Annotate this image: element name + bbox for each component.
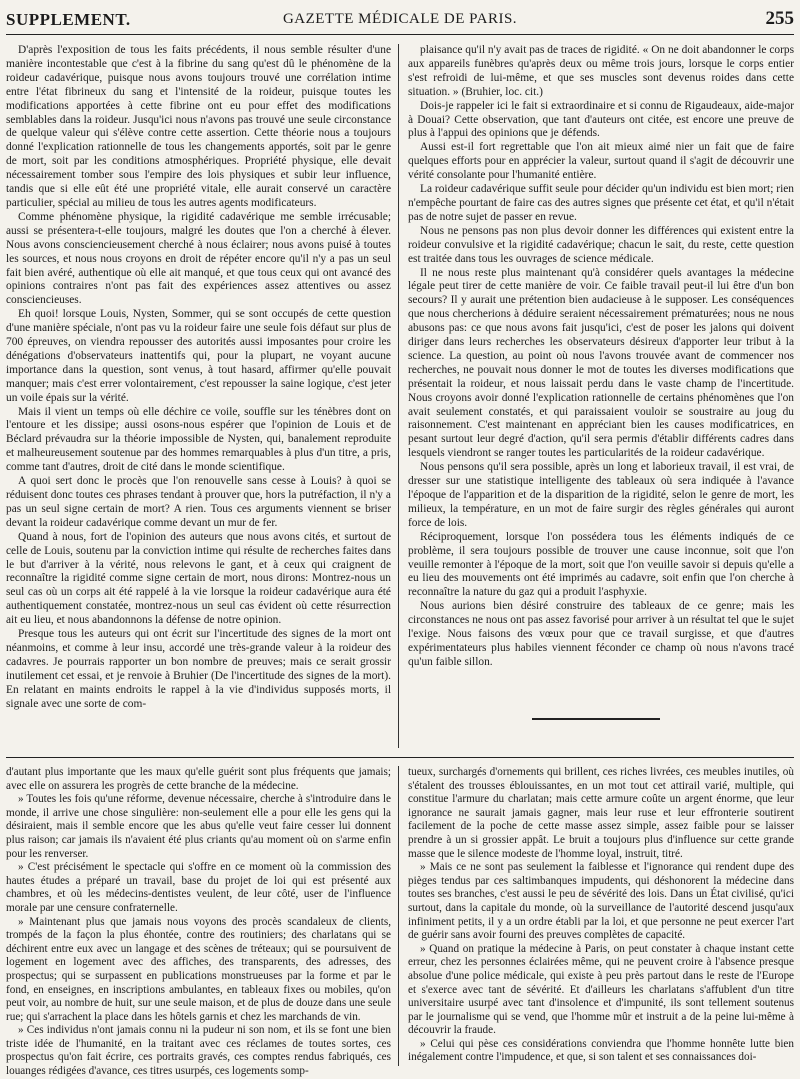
article-end-rule (532, 718, 660, 720)
bottom-left-column (6, 766, 391, 1078)
top-right-column (408, 44, 794, 668)
paragraph: » Maintenant plus que jamais nous voyons des procès scandaleux de clients, trompés de la façon la plus éhontée, contre des routiniers; des charlatans qui se déchirent entre eux avec un langage et des scènes de tréteaux; qui se poursuivent de logement en logement avec des affiches, des transparents, des adresses, des prospectus; qui se surpassent en publications monstrueuses par la forme et par le fond, en enseignes, en inscriptions ambulantes, en tableaux fixes ou mobiles, qu'on peut voir, au nombre de huit, sur une seule maison, et de plus de douze dans une seule rue; qui s'arrachent la place dans les hôtels garnis et chez les marchands de vin. (6, 915, 391, 1023)
paragraph: Comme phénomène physique, la rigidité cadavérique me semble irrécusable; aussi se présentera-t-elle toujours, malgré les doutes que l'on a cherché à élever. Nous avons consciencieusement cherché à nous éclairer; nous avons puisé à toutes les sources, et nous nous croyons en droit de répéter encore qu'il n'y a pas un seul fait bien avéré, authentique où elle ait manqué, et que tous ceux qui ont avancé des opinions contraires n'ont pas fait des expériences assez attentives ou assez consciencieuses. (6, 210, 391, 307)
journal-title: GAZETTE MÉDICALE DE PARIS. (282, 11, 518, 27)
paragraph: d'autant plus importante que les maux qu'elle guérit sont plus fréquents que jamais; avec elle on assurera les progrès de cette branche de la médecine. (6, 766, 391, 792)
paragraph: La roideur cadavérique suffit seule pour décider qu'un individu est bien mort; rien n'empêche pourtant de faire cas des autres signes que présente cet état, et qu'il n'était pas de notre sujet de passer en revue. (408, 183, 794, 223)
page-header (6, 8, 794, 35)
page-number: 255 (765, 8, 794, 29)
supplement-label: SUPPLEMENT. (6, 10, 131, 29)
paragraph: Nous pensons qu'il sera possible, après un long et laborieux travail, il est vrai, de dresser sur une statistique intelligente des tableaux où sera indiquée à l'avance l'époque de l'apparition et de la disparition de la rigidité, selon le genre de mort, les milieux, la température, en un mot de faire surgir des règles générales qui auront force de lois. (408, 461, 794, 529)
paragraph: Dois-je rappeler ici le fait si extraordinaire et si connu de Rigaudeaux, aide-major à Douai? Cette observation, que tant d'auteurs ont citée, est encore une preuve de plus à l'appui des opinions que je défends. (408, 99, 794, 140)
column-divider-bottom (398, 766, 399, 1066)
paragraph: tueux, surchargés d'ornements qui brillent, ces riches livrées, ces meubles inutiles, où s'étalent des trousses éblouissantes, en un mot tout cet attirail varié, multiple, qui constitue l'armure du charlatan; mais cette armure coûte un argent énorme, que leur ignorance ne saurait jamais gagner, mais leur ruse et leur effronterie soutirent facilement de la poche de cette masse assez simple, assez faible pour se laisser prendre à un si grossier appât. Le bruit a toujours plus d'influence sur cette grande masse que le silence modeste de l'homme loyal, instruit, titré. (408, 766, 794, 860)
paragraph: » Ces individus n'ont jamais connu ni la pudeur ni son nom, et ils se font une bien triste idée de l'humanité, en la traitant avec ces réclames de toutes sortes, ces prospectus qu'on fait écrire, ces portraits gravés, ces comptes rendus fabriqués, ces louanges rédigées d'avance, ces titres usurpés, ces logements somp- (6, 1024, 391, 1078)
top-left-column (6, 44, 391, 748)
paragraph: plaisance qu'il n'y avait pas de traces de rigidité. « On ne doit abandonner le corps aux appareils funèbres qu'après deux ou même trois jours, lorsque le corps entier s'est refroidi de lui-même, et que ses muscles sont devenus roides dans cette situation. » (Bruhier, loc. cit.) (408, 44, 794, 98)
bottom-right-column (408, 766, 794, 1066)
paragraph: » Quand on pratique la médecine à Paris, on peut constater à chaque instant cette erreur, chez les personnes éclairées même, qui ne peuvent croire à l'absence presque absolue d'une police médicale, qui existe à peu près partout dans le reste de l'Europe et s'exerce avec tant de sévérité. Et d'ailleurs les charlatans s'affublent d'un titre universitaire usurpé avec tant d'insolence et d'impunité, ils sont tellement soutenus par le journalisme qui se vend, que l'homme mûr et instruit a de la peine lui-même à découvrir la fraude. (408, 942, 794, 1037)
paragraph: » Toutes les fois qu'une réforme, devenue nécessaire, cherche à s'introduire dans le monde, il arrive une chose singulière: non-seulement elle a pour elle les gens qui la désiraient, mais il semble encore que les abus qu'elle veut faire cesser lui donnent plus raison; car jamais ils n'avaient été plus criants qu'au moment où on s'arme enfin pour les renverser. (6, 793, 391, 860)
paragraph: Nous ne pensons pas non plus devoir donner les différences qui existent entre la roideur convulsive et la rigidité cadavérique; chacun le sait, du reste, cette question est traitée dans tous les ouvrages de science médicale. (408, 224, 794, 265)
paragraph: Mais il vient un temps où elle déchire ce voile, souffle sur les ténèbres dont on l'entoure et les dissipe; aussi osons-nous espérer que l'opinion de Louis et de Béclard prévaudra sur la théorie impossible de Nysten, qui, banalement reproduite et malheureusement soutenue par des hommes remarquables à plus d'un titre, a pris, comme tant d'autres, droit de cité dans le monde scientifique. (6, 405, 391, 474)
paragraph: Nous aurions bien désiré construire des tableaux de ce genre; mais les circonstances ne nous ont pas assez favorisé pour arriver à un résultat tel que le sujet l'exige. Nous faisons des vœux pour que ce travail surgisse, et que d'autres expérimentateurs plus habiles viennent féconder ce champ où nous n'avons tracé qu'un faible sillon. (408, 600, 794, 668)
paragraph: » Mais ce ne sont pas seulement la faiblesse et l'ignorance qui rendent dupe des pièges tendus par ces saltimbanques impudents, qui déshonorent la médecine dans toutes ses branches, c'est aussi le peu de sévérité des lois. Dans un État civilisé, qu'ici surtout, dans la capitale du monde, où la surveillance de l'autorité descend jusqu'aux infiniment petits, il y a un ordre établi par la loi, et que personne ne peut exercer l'art de guérir sans avoir fourni des preuves complètes de capacité. (408, 861, 794, 942)
paragraph: Eh quoi! lorsque Louis, Nysten, Sommer, qui se sont occupés de cette question d'une manière spéciale, n'ont pas vu la roideur faire une seule fois défaut sur plus de 700 épreuves, on viendra repousser des autorités aussi imposantes pour croire les dénégations d'observateurs inattentifs qui, pour la plupart, ne voyant aucune importance dans la question, sont venus, à tout hasard, affirmer qu'elle pouvait manquer; mais c'est errer volontairement, c'est repousser la saine logique, c'est jeter un voile épais sur la vérité. (6, 308, 391, 404)
paragraph: Réciproquement, lorsque l'on possédera tous les éléments indiqués de ce problème, il sera toujours possible de trouver une cause inconnue, soit que l'on veuille remonter à l'époque de la mort, soit que l'on veuille savoir si depuis qu'elle a eu lieu des mouvements ont été imprimés au cadavre, soit enfin que l'on cherche à reconnaître la nature du gaz qui a produit l'asphyxie. (408, 530, 794, 599)
paragraph: » C'est précisément le spectacle qui s'offre en ce moment où la commission des hautes études a préparé un travail, base du projet de loi qui est présenté aux chambres, et où les médecins-dentistes veulent, de leur côté, user de l'influence morale par une censure confraternelle. (6, 861, 391, 914)
paragraph: Quand à nous, fort de l'opinion des auteurs que nous avons cités, et surtout de celle de Louis, soutenu par la conviction intime qui résulte de recherches faites dans le but d'arriver à la vérité, nous relevons le gant, et à ceux qui craignent de reconnaître la rigidité comme signe certain de mort, nous dirons: Montrez-nous un seul cas où un corps ait été rappelé à la vie lorsque la roideur cadavérique aura été authentiquement constatée, montrez-nous un seul cas évident où cette résurrection ait eu lieu, et nous abandonnons la défense de notre opinion. (6, 530, 391, 627)
paragraph: Il ne nous reste plus maintenant qu'à considérer quels avantages la médecine légale peut tirer de cette manière de voir. Ce faible travail peut-il lui être d'un bon secours? Il y aurait une prétention bien audacieuse à le supposer. Les conséquences que nous chercherions à déduire seraient nécessairement prématurées; nous ne nous abusons pas: ce que nous avons fait jusqu'ici, c'est de poser les jalons qui doivent diriger dans leurs recherches les observateurs désireux d'apporter leur tribut à la science. La question, au point où nous l'avons trouvée avant de commencer nos recherches, ne pouvait nous donner le mot de toutes les diverses modifications que présentait la roideur, et nous laissait perdu dans le vaste champ de l'incertitude. Nous croyons avoir donné l'explication rationnelle de certains phénomènes que l'on avait seulement constatés, et qui paraissaient vouloir se soustraire au joug du raisonnement. C'est maintenant en appréciant bien les causes modificatrices, en pesant surtout leur degré d'action, qu'il sera permis d'établir différents cadres dans lesquels viendront se ranger toutes les particularités de la roideur cadavérique. (408, 266, 794, 460)
paragraph: » Celui qui pèse ces considérations conviendra que l'homme honnête lutte bien inégalement contre l'impudence, et que, si son talent et ses connaissances doi- (408, 1037, 794, 1064)
paragraph: Presque tous les auteurs qui ont écrit sur l'incertitude des signes de la mort ont néanmoins, et comme à leur insu, accordé une très-grande valeur à la roideur des cadavres. Je pourrais rapporter un bon nombre de preuves; mais ce serait grossir inutilement cet essai, et je renvoie à Bruhier (De l'incertitude des signes de la mort). En relatant en maints endroits le rappel à la vie d'individus supposés morts, il signale avec une sorte de com- (6, 628, 391, 710)
paragraph: A quoi sert donc le procès que l'on renouvelle sans cesse à Louis? à quoi se réduisent donc toutes ces phrases tendant à prouver que, hors la putréfaction, il n'y a pas un seul signe certain de mort? A rien. Tous ces arguments viennent se briser devant la roideur cadavérique comme devant un mur de fer. (6, 475, 391, 529)
paragraph: Aussi est-il fort regrettable que l'on ait mieux aimé nier un fait que de faire quelques efforts pour en apprécier la valeur, surtout quand il s'agit de découvrir une vérité consolante pour l'humanité entière. (408, 141, 794, 182)
paragraph: D'après l'exposition de tous les faits précédents, il nous semble résulter d'une manière incontestable que c'est à la fibrine du sang qu'est dû le phénomène de la roideur cadavérique, puisque nous avons toujours trouvé une corrélation intime entre l'état fibrineux du sang et l'intensité de la roideur, puisque toutes les modifications apportées à cette fibrine ont eu pour effet des modifications semblables dans la roideur. Jusqu'ici nous n'avons pas trouvé une seule circonstance de quelque valeur qui s'élève contre cette assertion. Cette théorie nous a toujours donné l'explication rationnelle de tous les changements apportés, soit par le genre de mort, soit par les conditions atmosphériques. Propriété physique, elle devait nécessairement tomber sous l'empire des lois physiques et subir leur influence, tandis que si elle eût été une propriété vitale, elle aurait conservé un caractère particulier, spécial au milieu de tous les autres agents modificateurs. (6, 44, 391, 209)
column-divider-top (398, 44, 399, 748)
section-separator (6, 757, 794, 758)
